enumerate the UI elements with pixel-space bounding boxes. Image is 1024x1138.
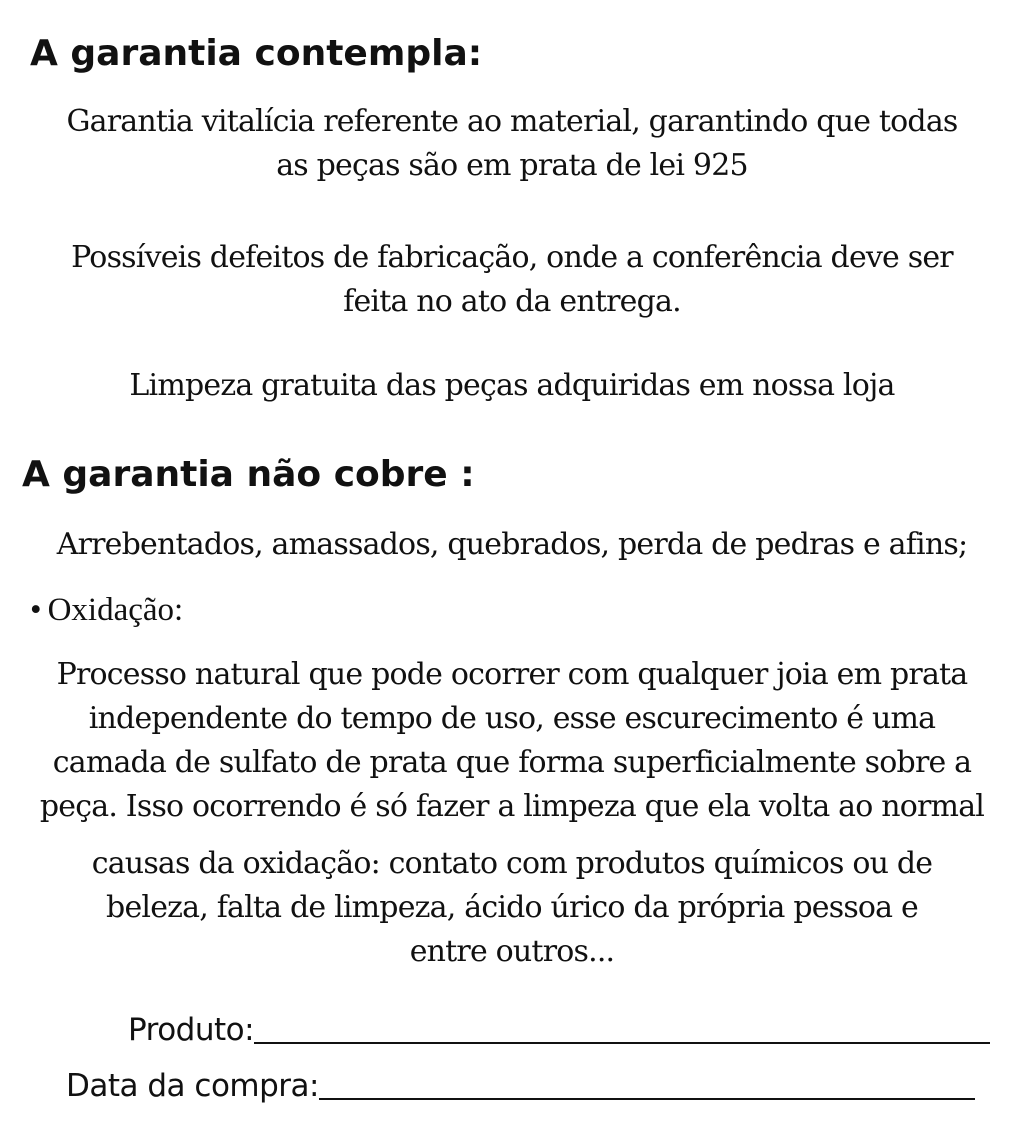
oxidation-description <box>0 653 1024 829</box>
text-line: causas da oxidação: contato com produtos químicos ou de <box>91 846 933 881</box>
purchase-date-blank-line <box>319 1098 975 1100</box>
free-cleaning-text <box>0 364 1024 408</box>
text-line: beleza, falta de limpeza, ácido úrico da própria pessoa e <box>106 890 918 925</box>
bullet-icon: • <box>30 592 42 628</box>
lifetime-warranty-text <box>0 100 1024 188</box>
product-field <box>128 1010 990 1050</box>
text-line: Arrebentados, amassados, quebrados, perda de pedras e afins; <box>56 527 968 562</box>
manufacturing-defects-text <box>0 236 1024 324</box>
text-line: Garantia vitalícia referente ao material, garantindo que todas <box>66 104 958 139</box>
text-line: feita no ato da entrega. <box>343 284 681 319</box>
text-line: Processo natural que pode ocorrer com qualquer joia em prata <box>56 657 968 692</box>
text-line: camada de sulfato de prata que forma superficialmente sobre a <box>52 745 972 780</box>
oxidation-label: Oxidação: <box>47 592 184 628</box>
covers-heading: A garantia contempla: <box>30 33 483 74</box>
text-line: as peças são em prata de lei 925 <box>276 148 748 183</box>
not-covered-heading: A garantia não cobre : <box>22 454 475 495</box>
text-line: entre outros... <box>409 934 615 969</box>
text-line: Limpeza gratuita das peças adquiridas em nossa loja <box>129 368 895 403</box>
product-blank-line <box>254 1042 990 1044</box>
product-label: Produto: <box>128 1012 255 1048</box>
purchase-date-field <box>66 1066 975 1106</box>
text-line: peça. Isso ocorrendo é só fazer a limpeza que ela volta ao normal <box>39 789 985 824</box>
oxidation-causes <box>0 842 1024 974</box>
oxidation-bullet <box>30 588 183 632</box>
purchase-date-label: Data da compra: <box>66 1068 319 1104</box>
text-line: Possíveis defeitos de fabricação, onde a conferência deve ser <box>71 240 953 275</box>
not-covered-intro-text <box>0 523 1024 567</box>
text-line: independente do tempo de uso, esse escurecimento é uma <box>88 701 936 736</box>
